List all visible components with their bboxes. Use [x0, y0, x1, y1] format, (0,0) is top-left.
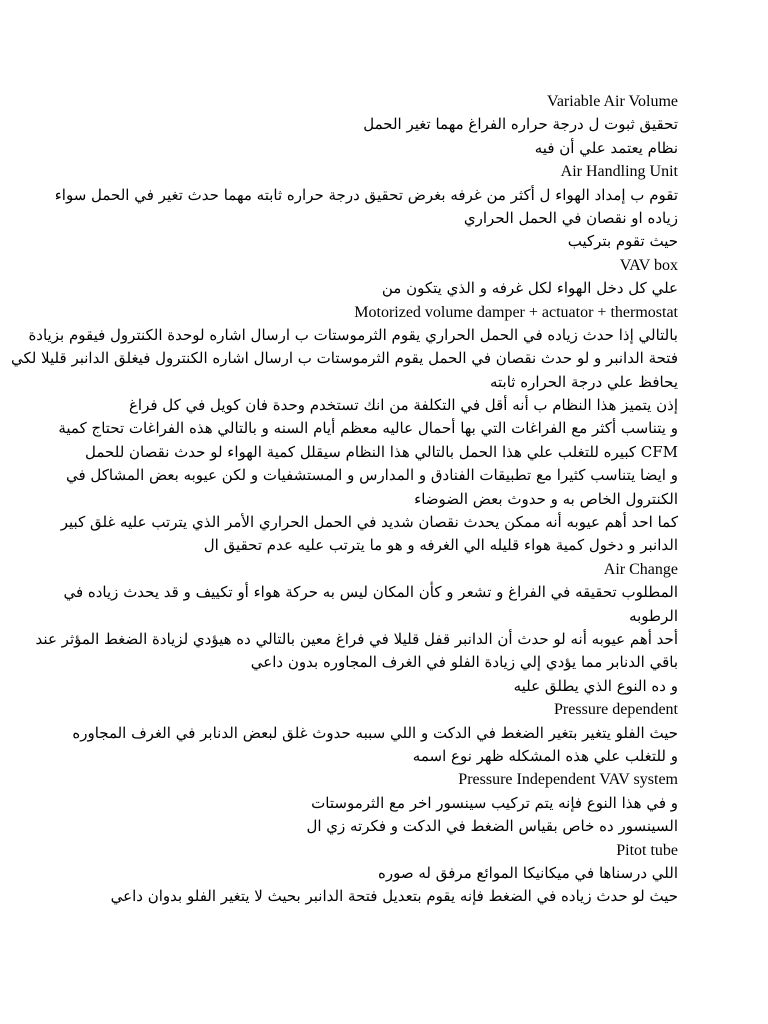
text-line: الكنترول الخاص به و حدوث بعض الضوضاء	[414, 489, 678, 508]
text-line: الرطوبه	[629, 606, 678, 625]
section-heading: VAV box	[619, 256, 678, 274]
text-line: يحافظ علي درجة الحراره ثابته	[489, 372, 678, 391]
text-line: حيث تقوم بتركيب	[567, 232, 678, 251]
text-line: و في هذا النوع فإنه يتم تركيب سينسور اخر مع الثرموستات	[311, 793, 678, 812]
text-line: زياده او نقصان في الحمل الحراري	[463, 208, 678, 227]
text-line: المطلوب تحقيقه في الفراغ و تشعر و كأن المكان ليس به حركة هواء أو تكييف و قد يحدث زياده في	[63, 583, 678, 602]
text-line: حيث لو حدث زياده في الضغط فإنه يقوم بتعديل فتحة الدانبر بحيث لا يتغير الفلو بدوان داعي	[110, 887, 678, 906]
text-line: اللي درسناها في ميكانيكا الموائع مرفق له صوره	[378, 863, 678, 882]
text-line: تقوم ب إمداد الهواء ل أكثر من غرفه بغرض تحقيق درجة حراره ثابته مهما حدث تغير في الحمل سواء	[54, 185, 678, 204]
text-line: و للتغلب علي هذه المشكله ظهر نوع اسمه	[412, 746, 678, 765]
text-line: بالتالي إذا حدث زياده في الحمل الحراري يقوم الثرموستات ب ارسال اشاره لوحدة الكنترول فيقوم بزيادة	[28, 325, 678, 344]
text-line: باقي الدنابر مما يؤدي إلي زيادة الفلو في الغرف المجاوره بدون داعي	[250, 653, 678, 672]
text-line: أحد أهم عيوبه أنه لو حدث أن الدانبر قفل قليلا في فراغ معين بالتالي ده هيؤدي لزيادة الضغط المؤثر عند	[35, 629, 678, 648]
text-line: إذن يتميز هذا النظام ب أنه أقل في التكلفة من انك تستخدم وحدة فان كويل في كل فراغ	[128, 396, 678, 415]
text-line: فتحة الدانبر و لو حدث نقصان في الحمل يقوم الثرموستات ب ارسال اشاره الكنترول فيغلق الدانبر قليلا لكي	[10, 349, 678, 368]
text-line: نظام يعتمد علي أن فيه	[534, 138, 678, 157]
section-heading: Air Handling Unit	[560, 163, 678, 181]
text-line: حيث الفلو يتغير بتغير الضغط في الدكت و اللي سببه حدوث غلق لبعض الدنابر في الغرف المجاوره	[72, 723, 678, 742]
text-line: السينسور ده خاص بقياس الضغط في الدكت و فكرته زي ال	[306, 817, 678, 836]
document-page	[10, 90, 678, 909]
text-line: تحقيق ثبوت ل درجة حراره الفراغ مهما تغير الحمل	[363, 115, 678, 134]
text-line: CFM كبيره للتغلب علي هذا الحمل بالتالي هذا النظام سيقلل كمية الهواء لو حدث نقصان للحمل	[85, 442, 678, 461]
text-line: كما احد أهم عيوبه أنه ممكن يحدث نقصان شديد في الحمل الحراري الأمر الذي يترتب عليه غلق كبير	[60, 513, 678, 532]
text-line: و ده النوع الذي يطلق عليه	[513, 676, 678, 695]
section-heading: Pressure Independent VAV system	[458, 771, 678, 789]
section-heading: Variable Air Volume	[547, 93, 678, 110]
section-heading: Motorized volume damper + actuator + thermostat	[354, 303, 678, 321]
section-heading: Air Change	[603, 560, 678, 578]
text-line: و ايضا يتناسب كثيرا مع تطبيقات الفنادق و المدارس و المستشفيات و لكن عيوبه بعض المشاكل في	[65, 466, 678, 485]
text-line: و يتناسب أكثر مع الفراغات التي بها أحمال عاليه معظم أيام السنه و بالتالي هذه الفراغات تحتاج كمية	[58, 419, 678, 438]
section-heading: Pitot tube	[616, 841, 678, 859]
section-heading: Pressure dependent	[554, 701, 678, 719]
text-line: الدانبر و دخول كمية هواء قليله الي الغرفه و هو ما يترتب عليه عدم تحقيق ال	[203, 536, 678, 555]
text-line: علي كل دخل الهواء لكل غرفه و الذي يتكون من	[381, 279, 678, 298]
